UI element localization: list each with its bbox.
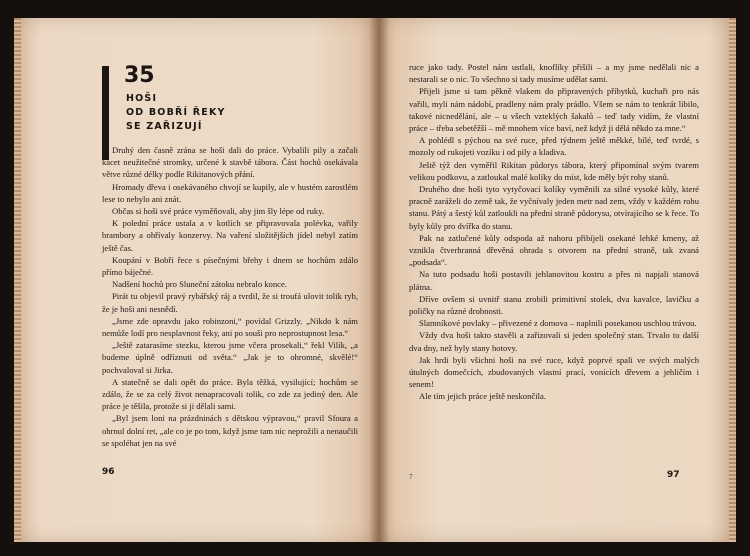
paragraph: K polední práce ustala a v kotlích se připravovala polévka, vařily brambory a ohřívaly konzervy. Na vaření složitějších jídel nebyl zatím ještě čas.: [102, 218, 358, 253]
paragraph: Občas si hoši své práce vyměňovali, aby jim šly lépe od ruky.: [112, 206, 325, 217]
paragraph: Jak hrdi byli všichni hoši na své ruce, když poprvé spali ve svých malých útulných domečcích, zbudovaných vlastní prací, vonících dřevem a jehličím i senem!: [409, 354, 699, 390]
paragraph: Ale tím jejich práce ještě neskončila.: [419, 391, 546, 402]
chapter-number: 35: [124, 63, 155, 88]
paragraph: Pak na zatlučené kůly odspoda až nahoru přibíjeli osekané lehké kmeny, až vznikla čtverhranná dřevěná ohrada s otvorem na přední straně, tak zvaná „podsada“.: [409, 232, 699, 268]
chapter-title-line-1: HOŠI: [126, 93, 158, 104]
paragraph: „Jsme zde opravdu jako robinzoni,“ povídal Grizzly. „Nikdo k nám nemůže lodí pro nesplavnost řeky, ani po souši pro neprostupnost lesa.“: [102, 315, 358, 339]
left-page: [14, 18, 379, 542]
paragraph: Ještě týž den vyměřil Rikitan půdorys tábora, který připomínal svým tvarem velikou podkovu, a zatloukal malé kolíky do míst, kde měly být rohy stanů.: [409, 159, 699, 182]
paragraph: Dříve ovšem si uvnitř stanu zrobili primitivní stolek, dva kavalce, lavičku a poličky na různé drobnosti.: [409, 293, 699, 317]
paragraph: Na tuto podsadu hoši postavili jehlanovitou kostru a přes ni napjali stanová plátna.: [409, 269, 699, 292]
paragraph: Koupání v Bobří řece s písečnými břehy i dnem se hochům zdálo přímo báječné.: [102, 254, 358, 278]
open-book: [14, 18, 736, 542]
paragraph: ruce jako tady. Postel nám ustlali, knoflíky přišili – a my jsme nedělali nic a nestarali se o nic. To všechno si tady musíme udělat sami.: [409, 62, 699, 85]
paragraph: A pohlédl s pýchou na své ruce, před týdnem ještě měkké, bílé, teď tvrdé, s mozoly od rukojeti vozíku i od pily a kladiva.: [409, 135, 699, 158]
paragraph: Hromady dřeva i osekávaného chvojí se kupily, ale v hustém zarostlém lese to nebylo ani znát.: [102, 181, 358, 204]
paragraph: A statečně se dali opět do práce. Byla těžká, vysilující; hochům se zdálo, že se za celý život nenapracovali tolik, co zde za jediný den. Ale práce je těšila, protože si ji dělali sami.: [102, 376, 358, 412]
chapter-title-line-2: OD BOBŘÍ ŘEKY: [126, 107, 226, 118]
paragraph: Pirát tu objevil pravý rybářský ráj a tvrdil, že si troufá ulovit tolik ryb, že je hoši ani nesnědí.: [102, 291, 358, 314]
right-page-text: [409, 61, 699, 403]
page-edge: [729, 18, 736, 542]
left-page-text: [102, 144, 358, 449]
paragraph: „Byl jsem loni na prázdninách s dětskou výpravou,“ pravil Sfoura a ohrnul dolní ret, „ale co je po tom, když jsme tam nic neprožili a nenaučili se spoléhat jen na své: [102, 413, 358, 448]
paragraph: Druhý den časně zrána se hoši dali do práce. Vybalili pily a začali kácet neužitečné stromky, určené k stavbě tábora. Část hochů osekávala větve různé délky podle Rikitanových přání.: [102, 145, 358, 180]
right-page: [379, 18, 736, 542]
paragraph: Vždy dva hoši takto stavěli a zařizovali si jeden společný stan. Trvalo to další dva dny, než byly stany hotovy.: [409, 330, 699, 353]
page-number-left: 96: [102, 467, 115, 477]
paragraph: Nadšení hochů pro Sluneční zátoku nebralo konce.: [112, 279, 287, 290]
paragraph: „Ještě zatarasíme stezku, kterou jsme včera prosekali,“ řekl Vilík, „a budeme úplně odříznuti od světa.“ „Jak je to ohromné, skvělé!“ pochvaloval si Jirka.: [102, 340, 358, 375]
page-edge: [14, 18, 21, 542]
signature-mark: 7: [409, 473, 413, 481]
paragraph: Přijeli jsme si tam pěkně vlakem do připravených příbytků, kuchaři pro nás vařili, myli nám nádobí, pradleny nám praly prádlo. Všem se nám to tenkrát líbilo, takové nicnedělání, ale – u všech vzteklých šakalů – teď tady vidím, že vlastní práce – třeba sebetěžší – mě mnohem více baví, než když ji dělá někdo za mne.“: [409, 86, 699, 134]
paragraph: Slamníkové povlaky – přivezené z domova – naplnili posekanou uschlou trávou.: [419, 318, 697, 329]
book-gutter: [369, 18, 389, 542]
paragraph: Druhého dne hoši tyto vytyčovací kolíky vyměnili za silné vysoké kůly, které pracně zaráželi do země tak, že vyčnívaly jeden metr nad zem, vždy v každém rohu stanu. Pátý a šestý kůl zatloukli na přední straně půdorysu, otvírajícího se k řece. To byly kůly pro dvířka do stanu.: [409, 184, 699, 231]
chapter-title-line-3: SE ZAŘIZUJÍ: [126, 121, 203, 132]
page-number-right: 97: [667, 470, 680, 480]
